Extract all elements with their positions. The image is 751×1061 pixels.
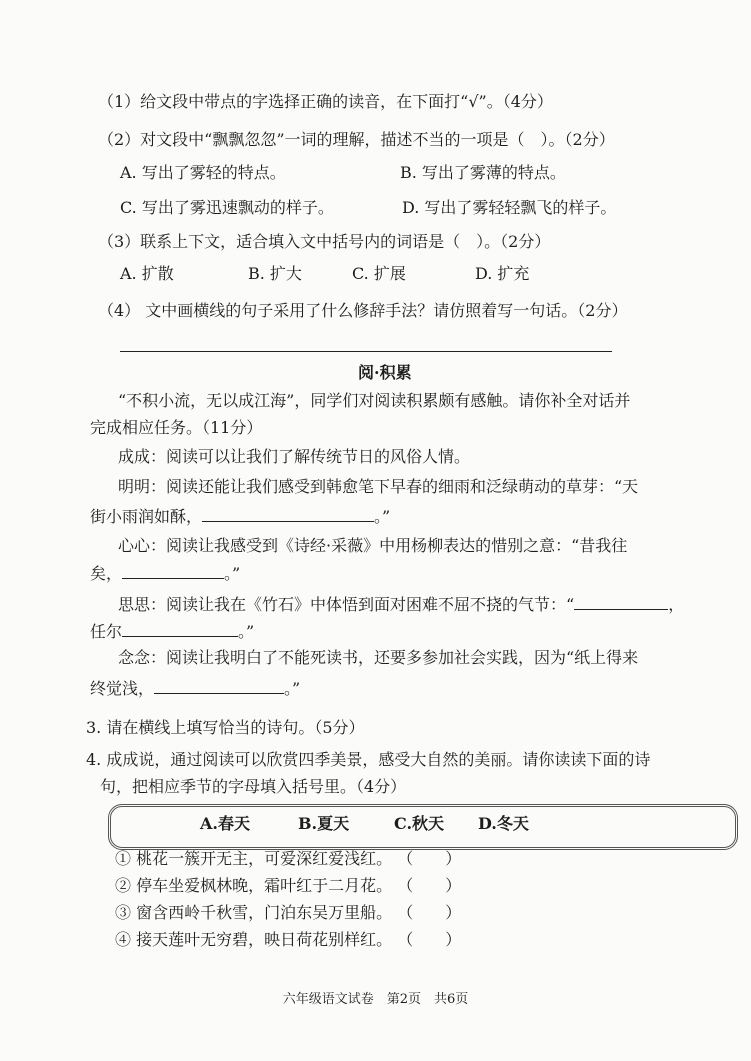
section-intro: “不积小流，无以成江海”，同学们对阅读积累颇有感触。请你补全对话并 [118,391,631,410]
task-3: 3. 请在横线上填写恰当的诗句。（5分） [86,718,365,737]
q2-option-d: D. 写出了雾轻轻飘飞的样子。 [402,198,617,217]
fill-blank[interactable] [122,620,238,637]
task-4-cont: 句，把相应季节的字母填入括号里。（4分） [100,777,407,796]
answer-bracket[interactable]: （ ） [397,930,462,949]
text: 终觉浅， [90,679,155,698]
answer-bracket[interactable]: （ ） [397,903,462,922]
dialog-niannian-cont [90,677,300,700]
poem-number: ④ [115,930,132,949]
question-2: （2）对文段中“飘飘忽忽”一词的理解，描述不当的一项是（ ）。（2分） [98,130,615,149]
poem-number: ① [115,849,132,868]
season-option-a: A.春天 [200,814,250,833]
task-4: 4. 成成说，通过阅读可以欣赏四季美景，感受大自然的美丽。请你读读下面的诗 [86,750,651,769]
text: 。” [238,622,255,641]
fill-blank[interactable] [574,593,668,610]
q2-option-a: A. 写出了雾轻的特点。 [120,163,286,182]
dialog-xinxin: 心心：阅读让我感受到《诗经·采薇》中用杨柳表达的惜别之意：“昔我往 [118,536,628,555]
answer-line[interactable] [120,351,612,352]
poem-item [115,848,461,870]
poem-number: ③ [115,903,132,922]
dialog-niannian: 念念：阅读让我明白了不能死读书，还要多参加社会实践，因为“纸上得来 [118,648,639,667]
question-3: （3）联系上下文，适合填入文中括号内的词语是（ ）。（2分） [98,232,551,251]
q2-option-b: B. 写出了雾薄的特点。 [400,163,566,182]
dialog-chengcheng: 成成：阅读可以让我们了解传统节日的风俗人情。 [118,447,471,466]
section-title: 阅·积累 [358,363,412,382]
page-footer: 六年级语文试卷 第2页 共6页 [282,992,469,1007]
text: 。” [374,507,391,526]
q3-option-d: D. 扩充 [475,264,530,283]
text: 。” [224,564,241,583]
question-1: （1）给文段中带点的字选择正确的读音，在下面打“√”。（4分） [98,92,553,111]
dialog-sisi [118,593,684,616]
q2-option-c: C. 写出了雾迅速飘动的样子。 [120,198,334,217]
section-intro-2: 完成相应任务。（11分） [90,418,263,437]
question-4: （4） 文中画横线的句子采用了什么修辞手法？请仿照着写一句话。（2分） [98,301,628,320]
poem-text: 窗含西岭千秋雪，门泊东吴万里船。 [136,903,393,922]
dialog-mingming-cont [90,505,390,528]
q3-option-a: A. 扩散 [120,264,174,283]
text: 任尔 [90,622,123,641]
poem-item [115,875,461,897]
q3-option-b: B. 扩大 [248,264,302,283]
fill-blank[interactable] [154,677,284,694]
poem-number: ② [115,876,132,895]
season-option-c: C.秋天 [394,814,445,833]
q3-option-c: C. 扩展 [352,264,406,283]
poem-item [115,902,461,924]
answer-bracket[interactable]: （ ） [397,876,462,895]
fill-blank[interactable] [202,505,374,522]
season-option-b: B.夏天 [298,814,350,833]
poem-text: 停车坐爱枫林晚，霜叶红于二月花。 [136,876,393,895]
answer-bracket[interactable]: （ ） [397,849,462,868]
fill-blank[interactable] [122,562,224,579]
text: 思思：阅读让我在《竹石》中体悟到面对困难不屈不挠的气节：“ [118,595,575,614]
text: 街小雨润如酥， [90,507,203,526]
season-option-d: D.冬天 [478,814,529,833]
poem-item [115,929,461,951]
dialog-mingming: 明明：阅读还能让我们感受到韩愈笔下早春的细雨和泛绿萌动的草芽：“天 [118,477,639,496]
poem-text: 桃花一簇开无主，可爱深红爱浅红。 [136,849,393,868]
dialog-xinxin-cont [90,562,240,585]
text: 。” [284,679,301,698]
poem-text: 接天莲叶无穷碧，映日荷花别样红。 [136,930,393,949]
dialog-sisi-cont [90,620,254,643]
text: ， [668,595,685,614]
text: 矣， [90,564,123,583]
